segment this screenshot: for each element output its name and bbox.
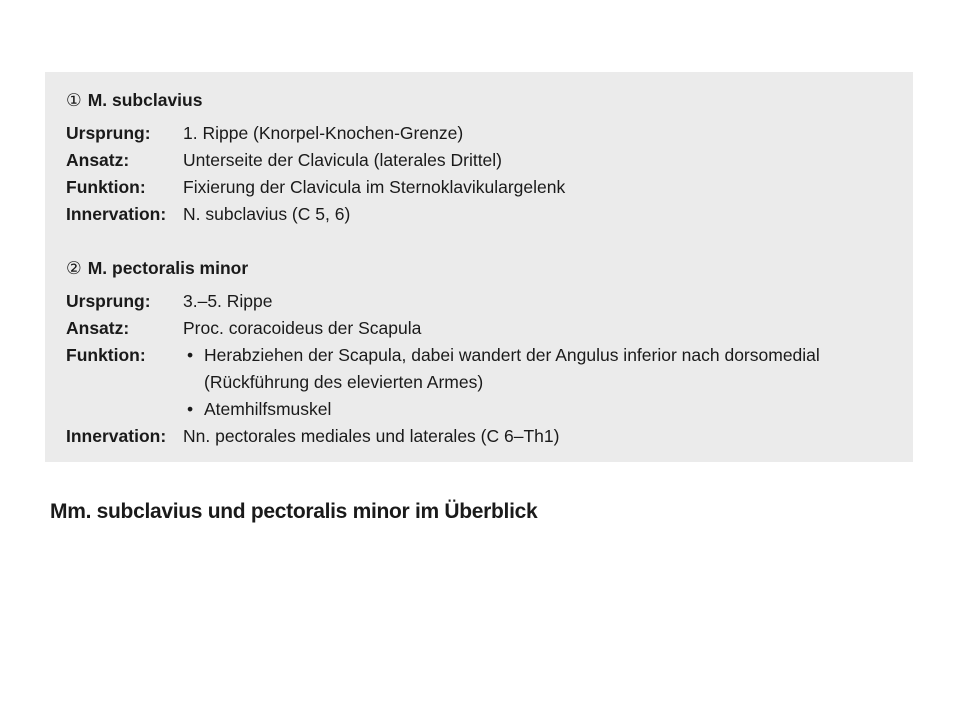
section-title-pectoralis-minor [66, 258, 248, 278]
row-value: Proc. coracoideus der Scapula [183, 318, 422, 338]
section-title-text: M. subclavius [87, 90, 203, 110]
section-number: ② [66, 258, 82, 278]
row-label: Ursprung: [66, 291, 151, 311]
caption: Mm. subclavius und pectoralis minor im Überblick [50, 500, 538, 523]
row-value: Fixierung der Clavicula im Sternoklavikulargelenk [183, 177, 566, 197]
bullet-text-continued: (Rückführung des elevierten Armes) [204, 372, 484, 392]
bullet-icon: • [187, 345, 194, 365]
row-label: Ansatz: [66, 150, 130, 170]
row-label: Innervation: [66, 426, 167, 446]
row-label: Ansatz: [66, 318, 130, 338]
row-label: Innervation: [66, 204, 167, 224]
bullet-icon: • [187, 399, 194, 419]
bullet-text: Atemhilfsmuskel [204, 399, 332, 419]
row-label: Ursprung: [66, 123, 151, 143]
row-value: 3.–5. Rippe [183, 291, 273, 311]
row-label: Funktion: [66, 345, 146, 365]
section-title-text: M. pectoralis minor [87, 258, 249, 278]
section-title-subclavius [66, 90, 202, 110]
bullet-text: Herabziehen der Scapula, dabei wandert der Angulus inferior nach dorsomedial [204, 345, 820, 365]
row-label: Funktion: [66, 177, 146, 197]
row-value: N. subclavius (C 5, 6) [183, 204, 351, 224]
row-value: 1. Rippe (Knorpel-Knochen-Grenze) [183, 123, 464, 143]
row-value: Nn. pectorales mediales und laterales (C 6–Th1) [183, 426, 560, 446]
row-value: Unterseite der Clavicula (laterales Drittel) [183, 150, 502, 170]
section-number: ① [66, 90, 82, 110]
